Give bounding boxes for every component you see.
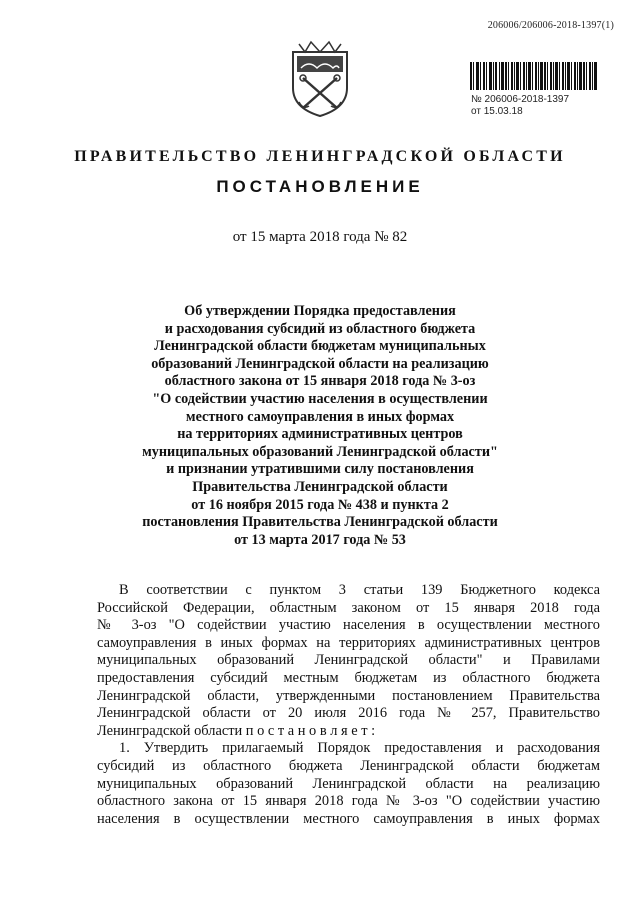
body-line: В соответствии с пунктом 3 статьи 139 Бюджетного кодекса [119,582,600,598]
heading-line: областного закона от 15 января 2018 года № 3-оз [164,373,476,390]
body-line: субсидий из областного бюджета Ленинградской области бюджетам [97,757,600,774]
document-code: 206006/206006-2018-1397(1) [487,20,614,31]
heading-line: от 13 марта 2017 года № 53 [234,531,406,548]
body-line: населения в осуществлении местного самоуправления в иных формах [97,810,600,827]
government-title: ПРАВИТЕЛЬСТВО ЛЕНИНГРАДСКОЙ ОБЛАСТИ [74,148,566,165]
body-line: Ленинградской области п о с т а н о в л я е т : [97,722,376,739]
heading-line: местного самоуправления в иных формах [185,408,455,425]
body-line: областного закона от 15 января 2018 года № 3-оз "О содействии участию [97,793,600,810]
body-line: муниципальных образований Ленинградской области" и Правилами [97,652,600,669]
body-line: самоуправления в иных формах на территориях административных центров [97,634,600,651]
heading-line: образований Ленинградской области на реализацию [151,355,489,372]
heading-line: постановления Правительства Ленинградской области [142,514,498,531]
heading-line: муниципальных образований Ленинградской области" [142,443,498,460]
body-line: № 3-оз "О содействии участию населения в осуществлении местного [97,617,600,634]
body-line: Ленинградской области, утвержденными постановлением Правительства [97,687,600,704]
body-line: предоставления субсидий местным бюджетам из областного бюджета [97,669,600,686]
document-type: ПОСТАНОВЛЕНИЕ [216,177,424,196]
heading-line: Ленинградской области бюджетам муниципальных [154,338,486,355]
body-line: Ленинградской области от 20 июля 2016 года № 257, Правительство [97,705,600,722]
heading-line: "О содействии участию населения в осуществлении [152,390,488,407]
body-line: муниципальных образований Ленинградской области на реализацию [97,775,600,792]
heading-line: и признании утратившими силу постановления [166,461,474,478]
registration-number: № 206006-2018-1397 [471,94,570,105]
leningrad-oblast-coat-of-arms-icon [289,38,351,118]
heading-line: на территориях административных центров [177,426,463,443]
heading-line: и расходования субсидий из областного бюджета [164,320,476,337]
document-body [97,582,600,828]
document-date: от 15 марта 2018 года № 82 [232,229,408,245]
document-heading [100,303,540,549]
barcode-icon [470,62,598,90]
heading-line: Об утверждении Порядка предоставления [184,303,456,319]
heading-line: от 16 ноября 2015 года № 438 и пункта 2 [191,496,449,513]
body-line: Российской Федерации, областным законом от 15 января 2018 года [97,599,600,616]
registration-date: от 15.03.18 [471,106,523,117]
body-line: 1. Утвердить прилагаемый Порядок предоставления и расходования [119,740,600,757]
heading-line: Правительства Ленинградской области [192,478,448,495]
